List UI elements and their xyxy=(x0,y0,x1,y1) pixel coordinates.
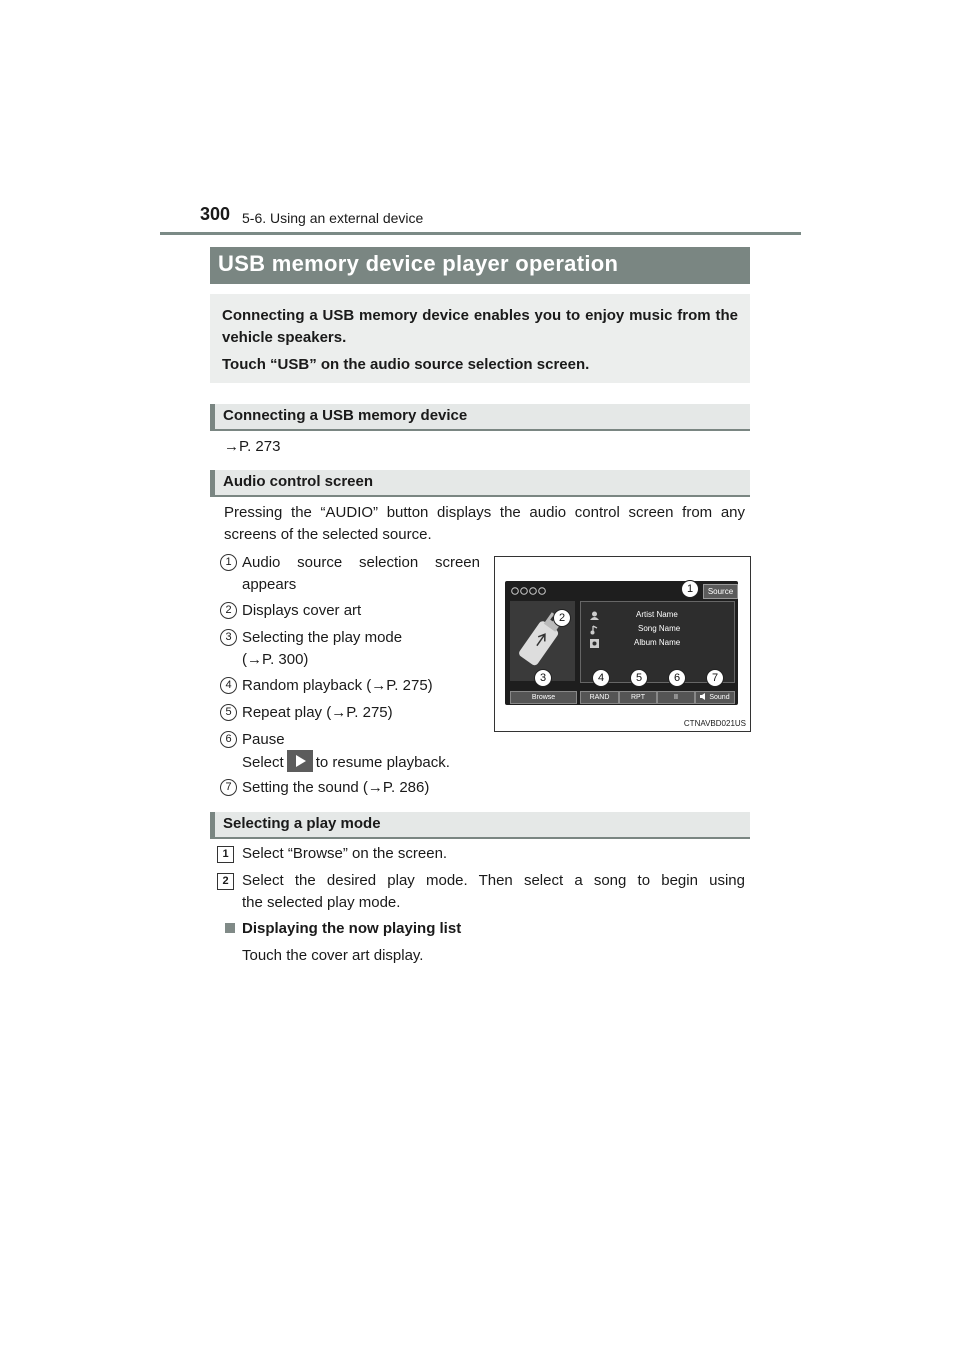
subheading-play-mode xyxy=(210,812,750,839)
album-icon xyxy=(590,639,599,648)
music-note-icon xyxy=(590,625,599,635)
subheading-connecting-label: Connecting a USB memory device xyxy=(223,407,468,424)
audio-screen xyxy=(505,581,738,705)
subheading-play-mode-label: Selecting a play mode xyxy=(223,815,381,832)
subheading-audio-control-label: Audio control screen xyxy=(223,473,374,490)
bullet-text: Touch the cover art display. xyxy=(242,947,424,964)
page-title: USB memory device player operation xyxy=(218,251,619,276)
song-name: Song Name xyxy=(638,624,681,633)
page-number: 300 xyxy=(200,204,231,224)
callout-2: 2 xyxy=(553,609,571,627)
callout-3: 3 xyxy=(534,669,552,687)
header-rule xyxy=(160,232,801,235)
item-text-5[interactable]: Repeat play (→P. 275) xyxy=(242,704,393,721)
page-title-bar xyxy=(210,247,750,284)
audio-screen-figure xyxy=(494,556,751,732)
item-number-5: 5 xyxy=(220,704,237,721)
artist-name: Artist Name xyxy=(636,610,678,619)
step-text-1: Select “Browse” on the screen. xyxy=(242,845,448,862)
item-text-3b[interactable]: (→P. 300) xyxy=(242,651,309,668)
step-number-2: 2 xyxy=(217,873,234,890)
intro-text-1: Connecting a USB memory device enables you to enjoy music from the vehicle speakers. xyxy=(222,307,738,346)
callout-7: 7 xyxy=(706,669,724,687)
bullet-heading: Displaying the now playing list xyxy=(242,920,462,937)
item-text-1b: appears xyxy=(242,576,297,593)
intro-text-2: Touch “USB” on the audio source selection screen. xyxy=(222,356,590,373)
audio-control-description: Pressing the “AUDIO” button displays the audio control screen from any screens of the selected source. xyxy=(224,504,745,543)
pause-button[interactable]: II xyxy=(657,691,695,704)
item-number-4: 4 xyxy=(220,677,237,694)
item-number-1: 1 xyxy=(220,554,237,571)
repeat-button[interactable]: RPT xyxy=(619,691,657,704)
subheading-connecting xyxy=(210,404,750,431)
item-text-7[interactable]: Setting the sound (→P. 286) xyxy=(242,779,430,796)
speaker-icon xyxy=(700,693,707,700)
item-text-4[interactable]: Random playback (→P. 275) xyxy=(242,677,433,694)
item-number-7: 7 xyxy=(220,779,237,796)
artist-icon xyxy=(590,611,599,620)
item-text-6b-select: Select xyxy=(242,754,284,771)
step-text-2: Select the desired play mode. Then select a song to begin using xyxy=(242,872,745,889)
item-number-3: 3 xyxy=(220,629,237,646)
status-dots-icon xyxy=(511,586,551,596)
intro-box xyxy=(210,294,750,383)
item-text-6b xyxy=(242,750,450,774)
source-button[interactable]: Source xyxy=(703,584,738,599)
section-path: 5-6. Using an external device xyxy=(242,210,424,226)
sound-button-label: Sound xyxy=(709,694,730,701)
bullet-square xyxy=(225,923,235,933)
item-number-2: 2 xyxy=(220,602,237,619)
callout-1: 1 xyxy=(681,580,699,598)
browse-button[interactable]: Browse xyxy=(510,691,577,704)
item-text-2: Displays cover art xyxy=(242,602,362,619)
play-icon xyxy=(287,750,313,772)
callout-4: 4 xyxy=(592,669,610,687)
item-number-6: 6 xyxy=(220,731,237,748)
callout-6: 6 xyxy=(668,669,686,687)
step-text-2b: the selected play mode. xyxy=(242,894,401,911)
step-number-1: 1 xyxy=(217,846,234,863)
figure-code: CTNAVBD021US xyxy=(683,719,746,728)
sound-button[interactable] xyxy=(695,691,735,704)
item-text-1: Audio source selection screen xyxy=(242,554,480,571)
item-text-6b-resume: to resume playback. xyxy=(315,754,450,771)
album-name: Album Name xyxy=(634,638,681,647)
random-button[interactable]: RAND xyxy=(580,691,619,704)
subheading-audio-control xyxy=(210,470,750,497)
item-text-3: Selecting the play mode xyxy=(242,629,403,646)
item-text-6: Pause xyxy=(242,731,285,748)
connecting-reference[interactable]: →P. 273 xyxy=(224,438,281,455)
callout-5: 5 xyxy=(630,669,648,687)
